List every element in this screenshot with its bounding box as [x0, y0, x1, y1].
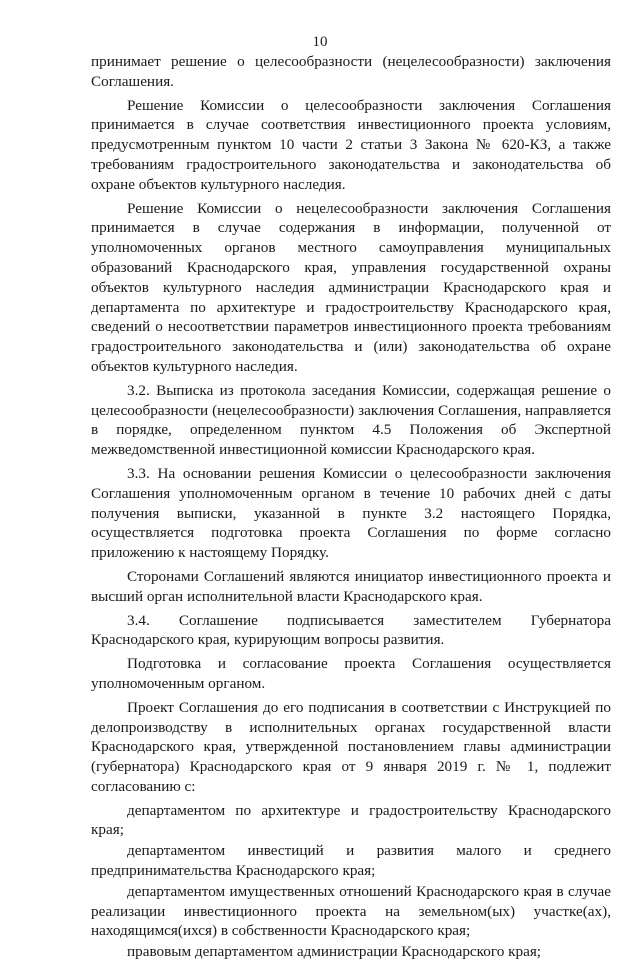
list-item-legal-department: правовым департаментом администрации Краснодарского края;: [127, 943, 542, 961]
paragraph-decision-inexpedient: Решение Комиссии о нецелесообразности заключения Соглашения принимается в случае содержания в информации, полученной от уполномоченных органов местного самоуправления муниципальных образований Краснодарского края, управления государственной охраны объектов культурного наследия администрации Краснодарского края и департамента по архитектуре и градостроительству Краснодарского края, сведений о несоответствии параметров инвестиционного проекта требованиям градостроительного законодательства и (или) законодательства об охране объектов культурного наследия.: [91, 199, 611, 375]
paragraph-3-3: 3.3. На основании решения Комиссии о целесообразности заключения Соглашения уполномоченным органом в течение 10 рабочих дней с даты получения выписки, указанной в пункте 3.2 настоящего Порядка, осуществляется подготовка проекта Соглашения по форме согласно приложению к настоящему Порядку.: [91, 464, 611, 562]
list-item-architecture-department: департаментом по архитектуре и градостроительству Краснодарского края;: [91, 801, 611, 839]
body-text: [91, 52, 611, 963]
paragraph-approval-list-intro: Проект Соглашения до его подписания в соответствии с Инструкцией по делопроизводству в исполнительных органах государственной власти Краснодарского края, утвержденной постановлением главы администрации (губернатора) Краснодарского края от 9 января 2019 г. № 1, подлежит согласованию с:: [91, 698, 611, 795]
paragraph-preparation: Подготовка и согласование проекта Соглашения осуществляется уполномоченным органом.: [91, 655, 611, 692]
list-item-property-department: департаментом имущественных отношений Краснодарского края в случае реализации инвестиционного проекта на земельном(ых) участке(ах), находящимся(ихся) в собственности Краснодарского края;: [91, 882, 611, 940]
paragraph-decision-expedient: Решение Комиссии о целесообразности заключения Соглашения принимается в случае соответствия инвестиционного проекта условиям, предусмотренным пунктом 10 части 2 статьи 3 Закона № 620-КЗ, а также требованиям градостроительного законодательства и законодательства об охране объектов культурного наследия.: [91, 96, 611, 193]
list-item-investment-department: департаментом инвестиций и развития малого и среднего предпринимательства Краснодарского края;: [91, 842, 611, 880]
paragraph-3-2: 3.2. Выписка из протокола заседания Комиссии, содержащая решение о целесообразности (нецелесообразности) заключения Соглашения, направляется в порядке, определенном пунктом 4.5 Положения об Экспертной межведомственной инвестиционной комиссии Краснодарского края.: [91, 381, 611, 459]
paragraph-continuation: принимает решение о целесообразности (нецелесообразности) заключения Соглашения.: [91, 53, 611, 90]
paragraph-parties: Сторонами Соглашений являются инициатор инвестиционного проекта и высший орган исполнительной власти Краснодарского края.: [91, 567, 611, 605]
page-number: 10: [312, 34, 328, 50]
paragraph-3-4: 3.4. Соглашение подписывается заместителем Губернатора Краснодарского края, курирующим вопросы развития.: [91, 611, 611, 649]
